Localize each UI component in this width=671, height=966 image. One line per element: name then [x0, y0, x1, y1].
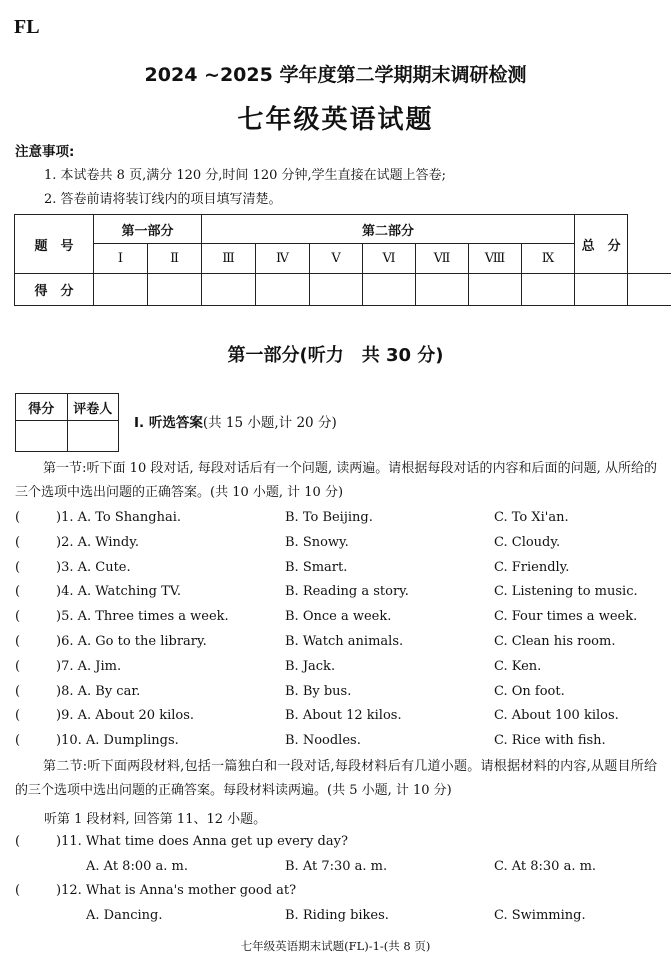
- score-col: Ⅱ: [148, 244, 202, 274]
- answer-paren[interactable]: (: [15, 659, 21, 674]
- option-b: B. Jack.: [285, 659, 336, 674]
- option-b: B. Smart.: [285, 560, 348, 575]
- score-col: Ⅴ: [310, 244, 363, 274]
- notice-item: 2. 答卷前请将装订线内的项目填写清楚。: [44, 192, 282, 207]
- instructions-text: 第二节:听下面两段材料,包括一篇独白和一段对话,每段材料后有几道小题。请根据材料的内容,从题目所给的三个选项中选出问题的正确答案。每段材料读两遍。(共 5 小题, 计 10 分): [15, 759, 657, 798]
- option-b: B. Riding bikes.: [285, 908, 389, 923]
- option-c: C. To Xi'an.: [494, 510, 569, 525]
- score-table-number-label: 题 号: [15, 215, 94, 274]
- score-table-score-label: 得 分: [15, 274, 94, 306]
- option-a: )10. A. Dumplings.: [56, 733, 179, 748]
- option-a: )3. A. Cute.: [56, 560, 131, 575]
- question-stem: )11. What time does Anna get up every day?: [56, 834, 348, 849]
- option-a: A. At 8:00 a. m.: [86, 859, 188, 874]
- score-cell[interactable]: [256, 274, 310, 306]
- answer-paren[interactable]: (: [15, 708, 21, 723]
- option-a: )7. A. Jim.: [56, 659, 122, 674]
- option-a: )8. A. By car.: [56, 684, 141, 699]
- option-c: C. Ken.: [494, 659, 542, 674]
- option-a: )1. A. To Shanghai.: [56, 510, 182, 525]
- option-b: B. At 7:30 a. m.: [285, 859, 388, 874]
- option-c: C. Cloudy.: [494, 535, 561, 550]
- grader-reviewer-cell[interactable]: [67, 421, 119, 452]
- option-b: B. To Beijing.: [285, 510, 373, 525]
- option-c: C. Friendly.: [494, 560, 570, 575]
- score-table-part2: 第二部分: [202, 215, 575, 244]
- score-table-part1: 第一部分: [94, 215, 202, 244]
- score-cell[interactable]: [363, 274, 416, 306]
- option-c: C. On foot.: [494, 684, 565, 699]
- option-c: C. Swimming.: [494, 908, 586, 923]
- answer-paren[interactable]: (: [15, 609, 21, 624]
- grader-score-label: 得分: [16, 394, 68, 421]
- option-b: B. About 12 kilos.: [285, 708, 402, 723]
- answer-paren[interactable]: (: [15, 584, 21, 599]
- option-a: )4. A. Watching TV.: [56, 584, 182, 599]
- score-col: Ⅸ: [522, 244, 575, 274]
- option-a: )2. A. Windy.: [56, 535, 139, 550]
- answer-paren[interactable]: (: [15, 510, 21, 525]
- score-col: Ⅰ: [94, 244, 148, 274]
- instructions-part1: [15, 457, 657, 505]
- score-col: Ⅲ: [202, 244, 256, 274]
- option-b: B. Once a week.: [285, 609, 392, 624]
- option-c: C. At 8:30 a. m.: [494, 859, 597, 874]
- material-note: 听第 1 段材料, 回答第 11、12 小题。: [44, 812, 267, 827]
- option-a: A. Dancing.: [86, 908, 163, 923]
- section-note: (共 15 小题,计 20 分): [202, 415, 337, 431]
- answer-paren[interactable]: (: [15, 883, 21, 898]
- option-c: C. About 100 kilos.: [494, 708, 619, 723]
- score-col: Ⅶ: [416, 244, 469, 274]
- notice-item: 1. 本试卷共 8 页,满分 120 分,时间 120 分钟,学生直接在试题上答卷;: [44, 168, 447, 183]
- grader-box: [15, 393, 119, 452]
- score-col: Ⅳ: [256, 244, 310, 274]
- answer-paren[interactable]: (: [15, 834, 21, 849]
- paper-code: FL: [14, 16, 40, 38]
- option-c: C. Four times a week.: [494, 609, 638, 624]
- grader-score-cell[interactable]: [16, 421, 68, 452]
- notice-heading: 注意事项:: [15, 144, 75, 160]
- score-table-total: 总 分: [575, 215, 628, 274]
- score-table: [14, 214, 671, 306]
- score-cell[interactable]: [522, 274, 575, 306]
- section-heading: [134, 411, 337, 431]
- question-stem: )12. What is Anna's mother good at?: [56, 883, 297, 898]
- answer-paren[interactable]: (: [15, 634, 21, 649]
- option-a: )5. A. Three times a week.: [56, 609, 229, 624]
- option-a: )6. A. Go to the library.: [56, 634, 207, 649]
- answer-paren[interactable]: (: [15, 560, 21, 575]
- page-footer: 七年级英语期末试题(FL)-1-(共 8 页): [240, 939, 431, 953]
- option-b: B. By bus.: [285, 684, 352, 699]
- part-title: 第一部分(听力 共 30 分): [227, 345, 444, 366]
- option-c: C. Rice with fish.: [494, 733, 606, 748]
- score-cell[interactable]: [310, 274, 363, 306]
- exam-subtitle: 七年级英语试题: [237, 105, 434, 135]
- score-cell[interactable]: [94, 274, 148, 306]
- instructions-text: 第一节:听下面 10 段对话, 每段对话后有一个问题, 读两遍。请根据每段对话的内容和后面的问题, 从所给的三个选项中选出问题的正确答案。(共 10 小题, 计 10 分): [15, 461, 657, 500]
- score-cell[interactable]: [416, 274, 469, 306]
- option-c: C. Listening to music.: [494, 584, 638, 599]
- option-a: )9. A. About 20 kilos.: [56, 708, 195, 723]
- grader-reviewer-label: 评卷人: [67, 394, 119, 421]
- score-cell[interactable]: [202, 274, 256, 306]
- instructions-part2: [15, 755, 657, 803]
- answer-paren[interactable]: (: [15, 684, 21, 699]
- option-b: B. Snowy.: [285, 535, 349, 550]
- answer-paren[interactable]: (: [15, 535, 21, 550]
- option-c: C. Clean his room.: [494, 634, 616, 649]
- answer-paren[interactable]: (: [15, 733, 21, 748]
- option-b: B. Reading a story.: [285, 584, 409, 599]
- score-col: Ⅵ: [363, 244, 416, 274]
- option-b: B. Watch animals.: [285, 634, 404, 649]
- exam-title: 2024 ~2025 学年度第二学期期末调研检测: [144, 64, 527, 86]
- score-cell[interactable]: [575, 274, 628, 306]
- option-b: B. Noodles.: [285, 733, 361, 748]
- score-cell[interactable]: [469, 274, 522, 306]
- score-col: Ⅷ: [469, 244, 522, 274]
- score-cell[interactable]: [148, 274, 202, 306]
- score-total-cell[interactable]: [628, 274, 671, 306]
- section-title: Ⅰ. 听选答案: [134, 415, 203, 431]
